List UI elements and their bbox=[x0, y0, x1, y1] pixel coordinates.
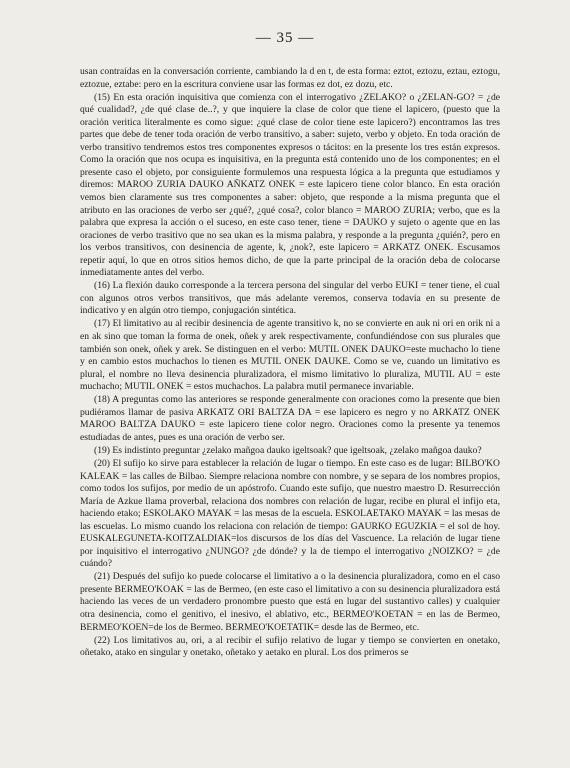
paragraph-17: (17) El limitativo au al recibir desinencia de agente transitivo k, no se convierte en auk ni ori en orik ni a en ak sino que toman la forma de onek, oñek y arek respectivamente, confundiéndose con sus plurales que también son onek, oñek y arek. Se distinguen en el verbo: MUTIL ONEK DAUKO=este muchacho lo tiene y en cambio estos muchachos lo tienen es MUTIL ONEK DAUKE. Como se ve, cuando un limitativo es plural, el nombre no lleva desinencia pluralizadora, el mismo limitativo lo pluraliza, MUTIL AU = este muchacho; MUTIL ONEK = estos muchachos. La palabra mutil permanece invariable. bbox=[80, 318, 500, 393]
paragraph-22: (22) Los limitativos au, ori, a al recibir el sufijo relativo de lugar y tiempo se convierten en onetako, oñetako, atako en singular y onetako, oñetako y aetako en plural. Los dos primeros se bbox=[80, 634, 500, 659]
paragraph-continuation: usan contraídas en la conversación corriente, cambiando la d en t, de esta forma: eztot, eztozu, eztau, eztogu, eztozue, eztabe: pero en la escritura conviene usar las formas ez dot, ez dozu, etc. bbox=[80, 66, 500, 90]
page-number: — 35 — bbox=[255, 30, 315, 46]
paragraph-20: (20) El sufijo ko sirve para establecer la relación de lugar o tiempo. En este caso es de lugar: BILBO'KO KALEAK = las calles de Bilbao. Siempre relaciona nombre con nombre, y se separa de los nombres propios, como todos los sufijos, por medio de un apóstrofo. Cuando este sufijo, que nuestro maestro D. Resurrección María de Azkue llama proverbal, relaciona dos nombres con relación de lugar, recibe en plural el infijo eta, haciendo etako; ESKOLAKO MAYAK = las mesas de la escuela. ESKOLAETAKO MAYAK = las mesas de las escuelas. Lo mismo cuando los relaciona con relación de tiempo: GAURKO EGUZKIA = el sol de hoy. EUSKALEGUNETA-KOITZALDIAK=los discursos de los días del Vascuence. La relación de lugar tiene por inquisitivo el interrogativo ¿NUNGO? ¿de dónde? y la de tiempo el interrogativo ¿NOIZKO? = ¿de cuándo? bbox=[80, 457, 500, 570]
paragraph-15: (15) En esta oración inquisitiva que comienza con el interrogativo ¿ZELAKO? o ¿ZELAN-GO? = ¿de qué cualidad?, ¿de qué clase de..?, y que inquiere la clase de color que tiene el lapicero, (puesto que la oración veritica literalmente es como sigue: ¿qué clase de color tiene este lapicero?) encontramos las tres partes que debe de tener toda oración de verbo transitivo, a saber: sujeto, verbo y objeto. En toda oración de verbo transitivo tendremos estos tres componentes expresos o tácitos: en la presente los tres están expresos. Como la oración que nos ocupa es inquisitiva, en la pregunta está contenido uno de los componentes; en el presente caso el objeto, por consiguiente formulemos una respuesta lógica a la pregunta que estudiamos y diremos: MAROO ZURIA DAUKO AÑKATZ ONEK = este lapicero tiene color blanco. En esta oración vemos bien claramente sus tres componentes a saber: objeto, que responde a la misma pregunta que el atributo en las oraciones de verbo ser ¿qué?, ¿qué cosa?, color blanco = MAROO ZURIA; verbo, que es la palabra que expresa la acción o el suceso, en este caso tener, tiene = DAUKO y sujeto o agente que en las oraciones de verbo trasitivo que no sea ukan es la misma palabra, y responde a la pregunta ¿quién?, pero en los verbos transitivos, con desinencia de agente, k, ¿nok?, este lapicero = ARKATZ ONEK. Escusamos repetir aquí, lo que en otros sitios hemos dicho, de que la parte principal de la oración deba de colocarse inmediatamente antes del verbo. bbox=[80, 91, 500, 279]
body-text bbox=[80, 66, 500, 660]
paragraph-16: (16) La flexión dauko corresponde a la tercera persona del singular del verbo EUKI = tener tiene, el cual con algunos otros verbos transitivos, que más adelante veremos, conserva todavía en su presente de indicativo y en algún otro tiempo, conjugación sintética. bbox=[80, 280, 500, 317]
paragraph-18: (18) A preguntas como las anteriores se responde generalmente con oraciones como la presente que bien pudiéramos llamar de pasiva ARKATZ ORI BALTZA DA = ese lapicero es negro y no ARKATZ ONEK MAROO BALTZA DAUKO = este lapicero tiene color negro. Oraciones como la presente ya tenemos estudiadas de antes, pues es una oración de verbo ser. bbox=[80, 394, 500, 443]
paragraph-19: (19) Es indistinto preguntar ¿zelako mañgoa dauko igeltsoak? que igeltsoak, ¿zelako mañgoa dauko? bbox=[94, 444, 482, 456]
paragraph-21: (21) Después del sufijo ko puede colocarse el limitativo a o la desinencia pluralizadora, como en el caso presente BERMEO'KOAK = las de Bermeo, (en este caso el limitativo a con su desinencia pluralizadora está haciendo las veces de un verdadero pronombre puesto que está en lugar del sustantivo calles) y cualquier otra desinencia, como el genitivo, el inesivo, el ablativo, etc., BERMEO'KOETAN = en las de Bermeo, BERMEO'KOEN=de los de Bermeo. BERMEO'KOETATIK= desde las de Bermeo, etc. bbox=[80, 571, 500, 633]
